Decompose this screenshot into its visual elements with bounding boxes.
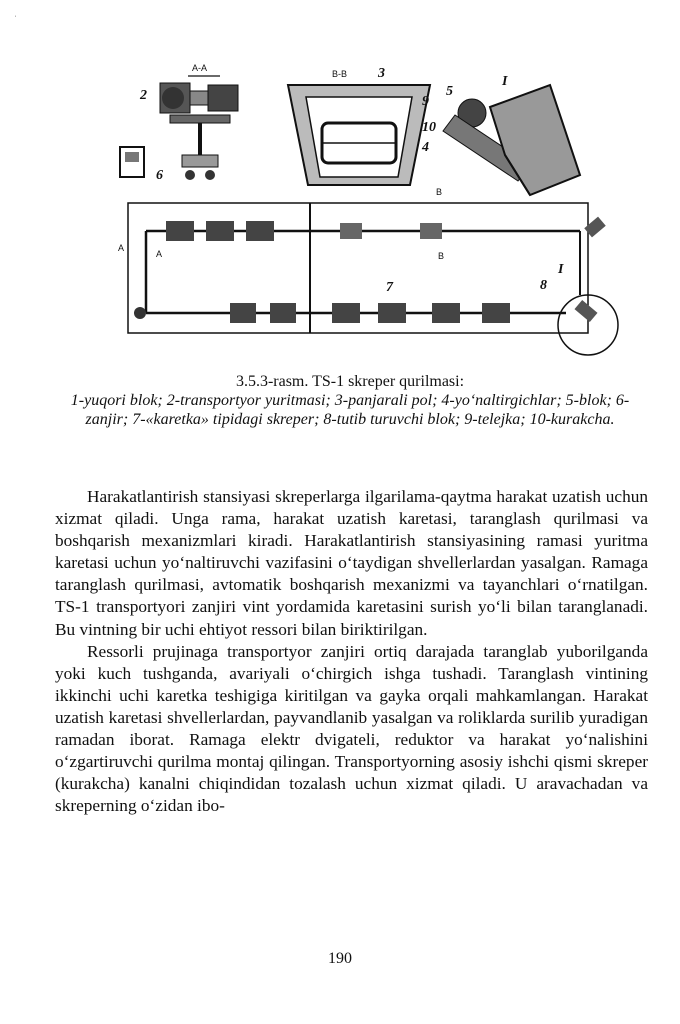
upper-block-drive-unit [160,83,238,180]
callout-7: 7 [386,280,393,295]
callout-6: 6 [156,168,163,183]
callout-2: 2 [140,88,147,103]
tension-pulley [134,307,146,319]
section-mark-a-left: A [118,243,125,253]
callout-10: 10 [422,120,436,135]
section-mark-a-right: A [156,249,163,259]
body-text [55,486,648,817]
grated-floor-section [288,85,430,185]
caption-legend: 1-yuqori blok; 2-transportyor yuritmasi; 3-panjarali pol; 4-yo‘naltirgichlar; 5-blok; 6-zanjir; 7-«karetka» tipidagi skreper; 8-tutib turuvchi blok; 9-telejka; 10-kurakcha. [70,392,630,428]
section-label-aa: A-A [192,63,208,73]
figure-caption [55,372,645,429]
figure-ts1-scraper [110,55,630,365]
callout-1-plan: I [558,262,564,277]
paragraph: Harakatlantirish stansiyasi skreperlarga ilgarilama-qaytma harakat uzatish uchun xizmat qiladi. Unga rama, harakat uzatish karetasi, taranglash qurilmasi va boshqarish mexanizmlari kiradi. Harakatlantirish stansiyasining ramasi yuritma karetasi uchun yo‘naltiruvchi vazifasini o‘taydigan shvellerlardan yasalgan. Ramaga taranglash qurilmasi, avtomatik boshqarish mexanizmi va tayanchlari o‘rnatilgan. TS-1 transportyori zanjiri vint yordamida karetasini surish yo‘li bilan taranglanadi. Bu vintning bir uchi ehtiyot ressori bilan biriktirilgan. [55,487,648,639]
callout-8: 8 [540,278,547,293]
tail-block-section [443,85,580,195]
callout-5: 5 [446,84,453,99]
page-number: 190 [328,950,352,967]
callout-9: 9 [422,94,429,109]
callout-1-top: I [502,74,508,89]
section-label-bb: B-B [332,69,348,79]
margin-mark: ˈ [14,14,17,24]
caption-title: 3.5.3-rasm. TS-1 skreper qurilmasi: [235,373,465,390]
section-mark-b-bottom: B [438,251,445,261]
callout-4: 4 [422,140,429,155]
section-mark-b-top: B [436,187,443,197]
scraper-diagram [110,55,630,365]
paragraph: Ressorli prujinaga transportyor zanjiri ortiq darajada taranglab yuborilganda yoki kuch tushganda, avariyali o‘chirgich ishga tushadi. Taranglash vintining ikkinchi uchi karetka teshigiga kiritilgan va gayka orqali mahkamlangan. Harakat uzatish karetasi shvellerlardan, payvandlanib yasalgan va roliklarda surilib yuradigan ramadan iborat. Ramaga elektr dvigateli, reduktor va harakat yo‘nalishini o‘zgartiruvchi qurilma montaj qilingan. Transportyorning asosiy ishchi qismi skreper (kurakcha) kanalni chiqindidan tozalash uchun xizmat qiladi. U aravachadan va skreperning o‘zidan ibo- [55,641,648,816]
callout-3: 3 [378,66,385,81]
